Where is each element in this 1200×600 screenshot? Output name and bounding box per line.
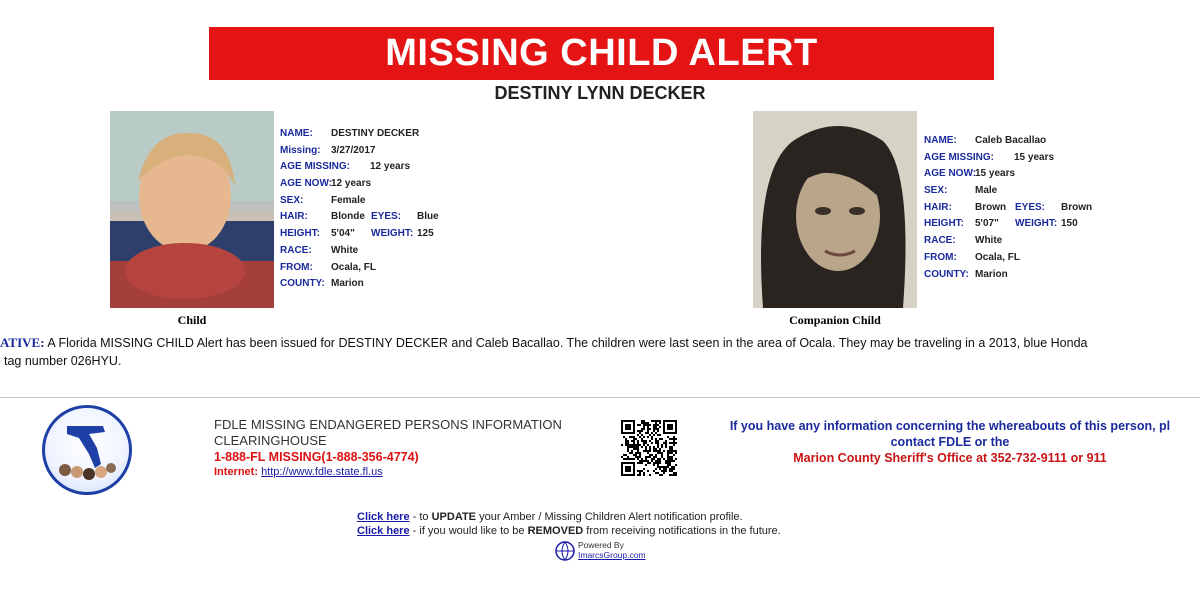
update-text-post: your Amber / Missing Children Alert notification profile. [476, 511, 743, 523]
companion-info-field-value: 15 years [975, 168, 1016, 180]
companion-info-field-label: SEX: [924, 185, 948, 197]
fdle-website-link[interactable]: http://www.fdle.state.fl.us [261, 466, 383, 478]
narrative-line1: A Florida MISSING CHILD Alert has been issued for DESTINY DECKER and Caleb Bacallao. The children were last seen in the area of Ocala. They may be traveling in a 2013, blue Honda [47, 336, 1088, 350]
powered-by-name: ImarcsGroup.com [578, 550, 646, 560]
remove-text-bold: REMOVED [527, 525, 584, 537]
child-info-field-label: AGE NOW: [280, 178, 333, 190]
companion-info-field-label: FROM: [924, 251, 957, 263]
child-info-field-value: Blonde [331, 211, 365, 223]
powered-by-badge[interactable] [552, 538, 662, 564]
child-info-field-value: 12 years [370, 161, 411, 173]
child-caption: Child [177, 313, 207, 327]
child-info-field-value: 3/27/2017 [331, 144, 376, 156]
child-info-field-value: Female [331, 194, 366, 206]
remove-text-post: from receiving notifications in the future. [583, 525, 781, 537]
child-info-field-value: 12 years [331, 178, 372, 190]
child-info-field-label: EYES: [371, 211, 402, 223]
clearinghouse-name: FDLE MISSING ENDANGERED PERSONS INFORMATION CLEARINGHOUSE [214, 417, 562, 448]
hotline-phone: 1-888-FL MISSING(1-888-356-4774) [214, 450, 419, 464]
companion-info-field-value: Marion [975, 268, 1008, 280]
qr-code[interactable] [621, 420, 677, 476]
contact-line2: contact FDLE or the [890, 435, 1010, 449]
child-photo-art [110, 111, 274, 308]
qr-code-icon [621, 420, 677, 476]
powered-by-label: Powered By [578, 540, 624, 550]
alert-banner: MISSING CHILD ALERT [209, 27, 994, 80]
subject-name: DESTINY LYNN DECKER [494, 83, 706, 103]
child-info-field-label: AGE MISSING: [280, 161, 351, 173]
companion-info-field-value: White [975, 235, 1003, 247]
child-info-field-label: WEIGHT: [371, 228, 414, 240]
companion-info-field-label: HAIR: [924, 201, 952, 213]
companion-info-field-value: 15 years [1014, 151, 1055, 163]
companion-info-field-value: Caleb Bacallao [975, 135, 1047, 146]
companion-info-field-value: Brown [1061, 201, 1093, 213]
companion-info-field-label: AGE NOW: [924, 168, 977, 180]
contact-line1: If you have any information concerning the whereabouts of this person, pl [729, 419, 1171, 433]
companion-photo-art [753, 111, 917, 308]
child-info-field-label: FROM: [280, 261, 313, 273]
child-info-field-label: HEIGHT: [280, 228, 320, 240]
narrative [0, 334, 1200, 370]
child-info-field-value: Ocala, FL [331, 261, 377, 273]
narrative-label: ATIVE: [0, 335, 45, 350]
child-info-field-value: Marion [331, 278, 364, 290]
companion-info-field-label: NAME: [924, 135, 957, 146]
child-info-field-value: 125 [417, 228, 434, 240]
update-text-bold: UPDATE [431, 511, 477, 523]
remove-text-pre: - if you would like to be [409, 525, 528, 537]
update-profile-link[interactable]: Click here [357, 511, 410, 523]
child-info-field-label: HAIR: [280, 211, 308, 223]
clearinghouse-logo [42, 405, 132, 495]
companion-info-field-value: Brown [975, 201, 1007, 213]
child-photo [110, 111, 274, 308]
companion-caption: Companion Child [789, 313, 881, 327]
internet-line [214, 466, 383, 478]
companion-info-field-value: 150 [1061, 218, 1078, 230]
unsubscribe-link[interactable]: Click here [357, 525, 410, 537]
child-info-field-label: NAME: [280, 128, 313, 139]
companion-photo [753, 111, 917, 308]
child-info-field-value: White [331, 244, 359, 256]
internet-label: Internet: [214, 466, 258, 478]
child-info-field-label: COUNTY: [280, 278, 325, 290]
companion-info-field-value: Ocala, FL [975, 251, 1021, 263]
companion-info-field-label: RACE: [924, 235, 956, 247]
companion-info-field-label: HEIGHT: [924, 218, 964, 230]
child-info-field-value: 5'04" [331, 228, 355, 240]
companion-info-field-label: EYES: [1015, 201, 1046, 213]
companion-info-field-value: Male [975, 185, 998, 197]
divider [0, 397, 1200, 398]
globe-icon [554, 540, 576, 562]
companion-info-field-label: WEIGHT: [1015, 218, 1058, 230]
companion-info-field-value: 5'07" [975, 218, 999, 230]
child-info-field-value: DESTINY DECKER [331, 128, 420, 139]
florida-map-icon [45, 408, 129, 492]
contact-info [700, 418, 1200, 466]
child-info-field-value: Blue [417, 211, 439, 223]
child-info-field-label: Missing: [280, 144, 321, 156]
companion-info-field-label: AGE MISSING: [924, 151, 995, 163]
contact-line3: Marion County Sheriff's Office at 352-732-9111 or 911 [793, 451, 1107, 465]
narrative-line2: tag number 026HYU. [4, 354, 122, 368]
update-text-pre: - to [409, 511, 432, 523]
child-info-field-label: SEX: [280, 194, 304, 206]
notification-links [357, 510, 781, 538]
companion-info-field-label: COUNTY: [924, 268, 969, 280]
child-info-field-label: RACE: [280, 244, 312, 256]
